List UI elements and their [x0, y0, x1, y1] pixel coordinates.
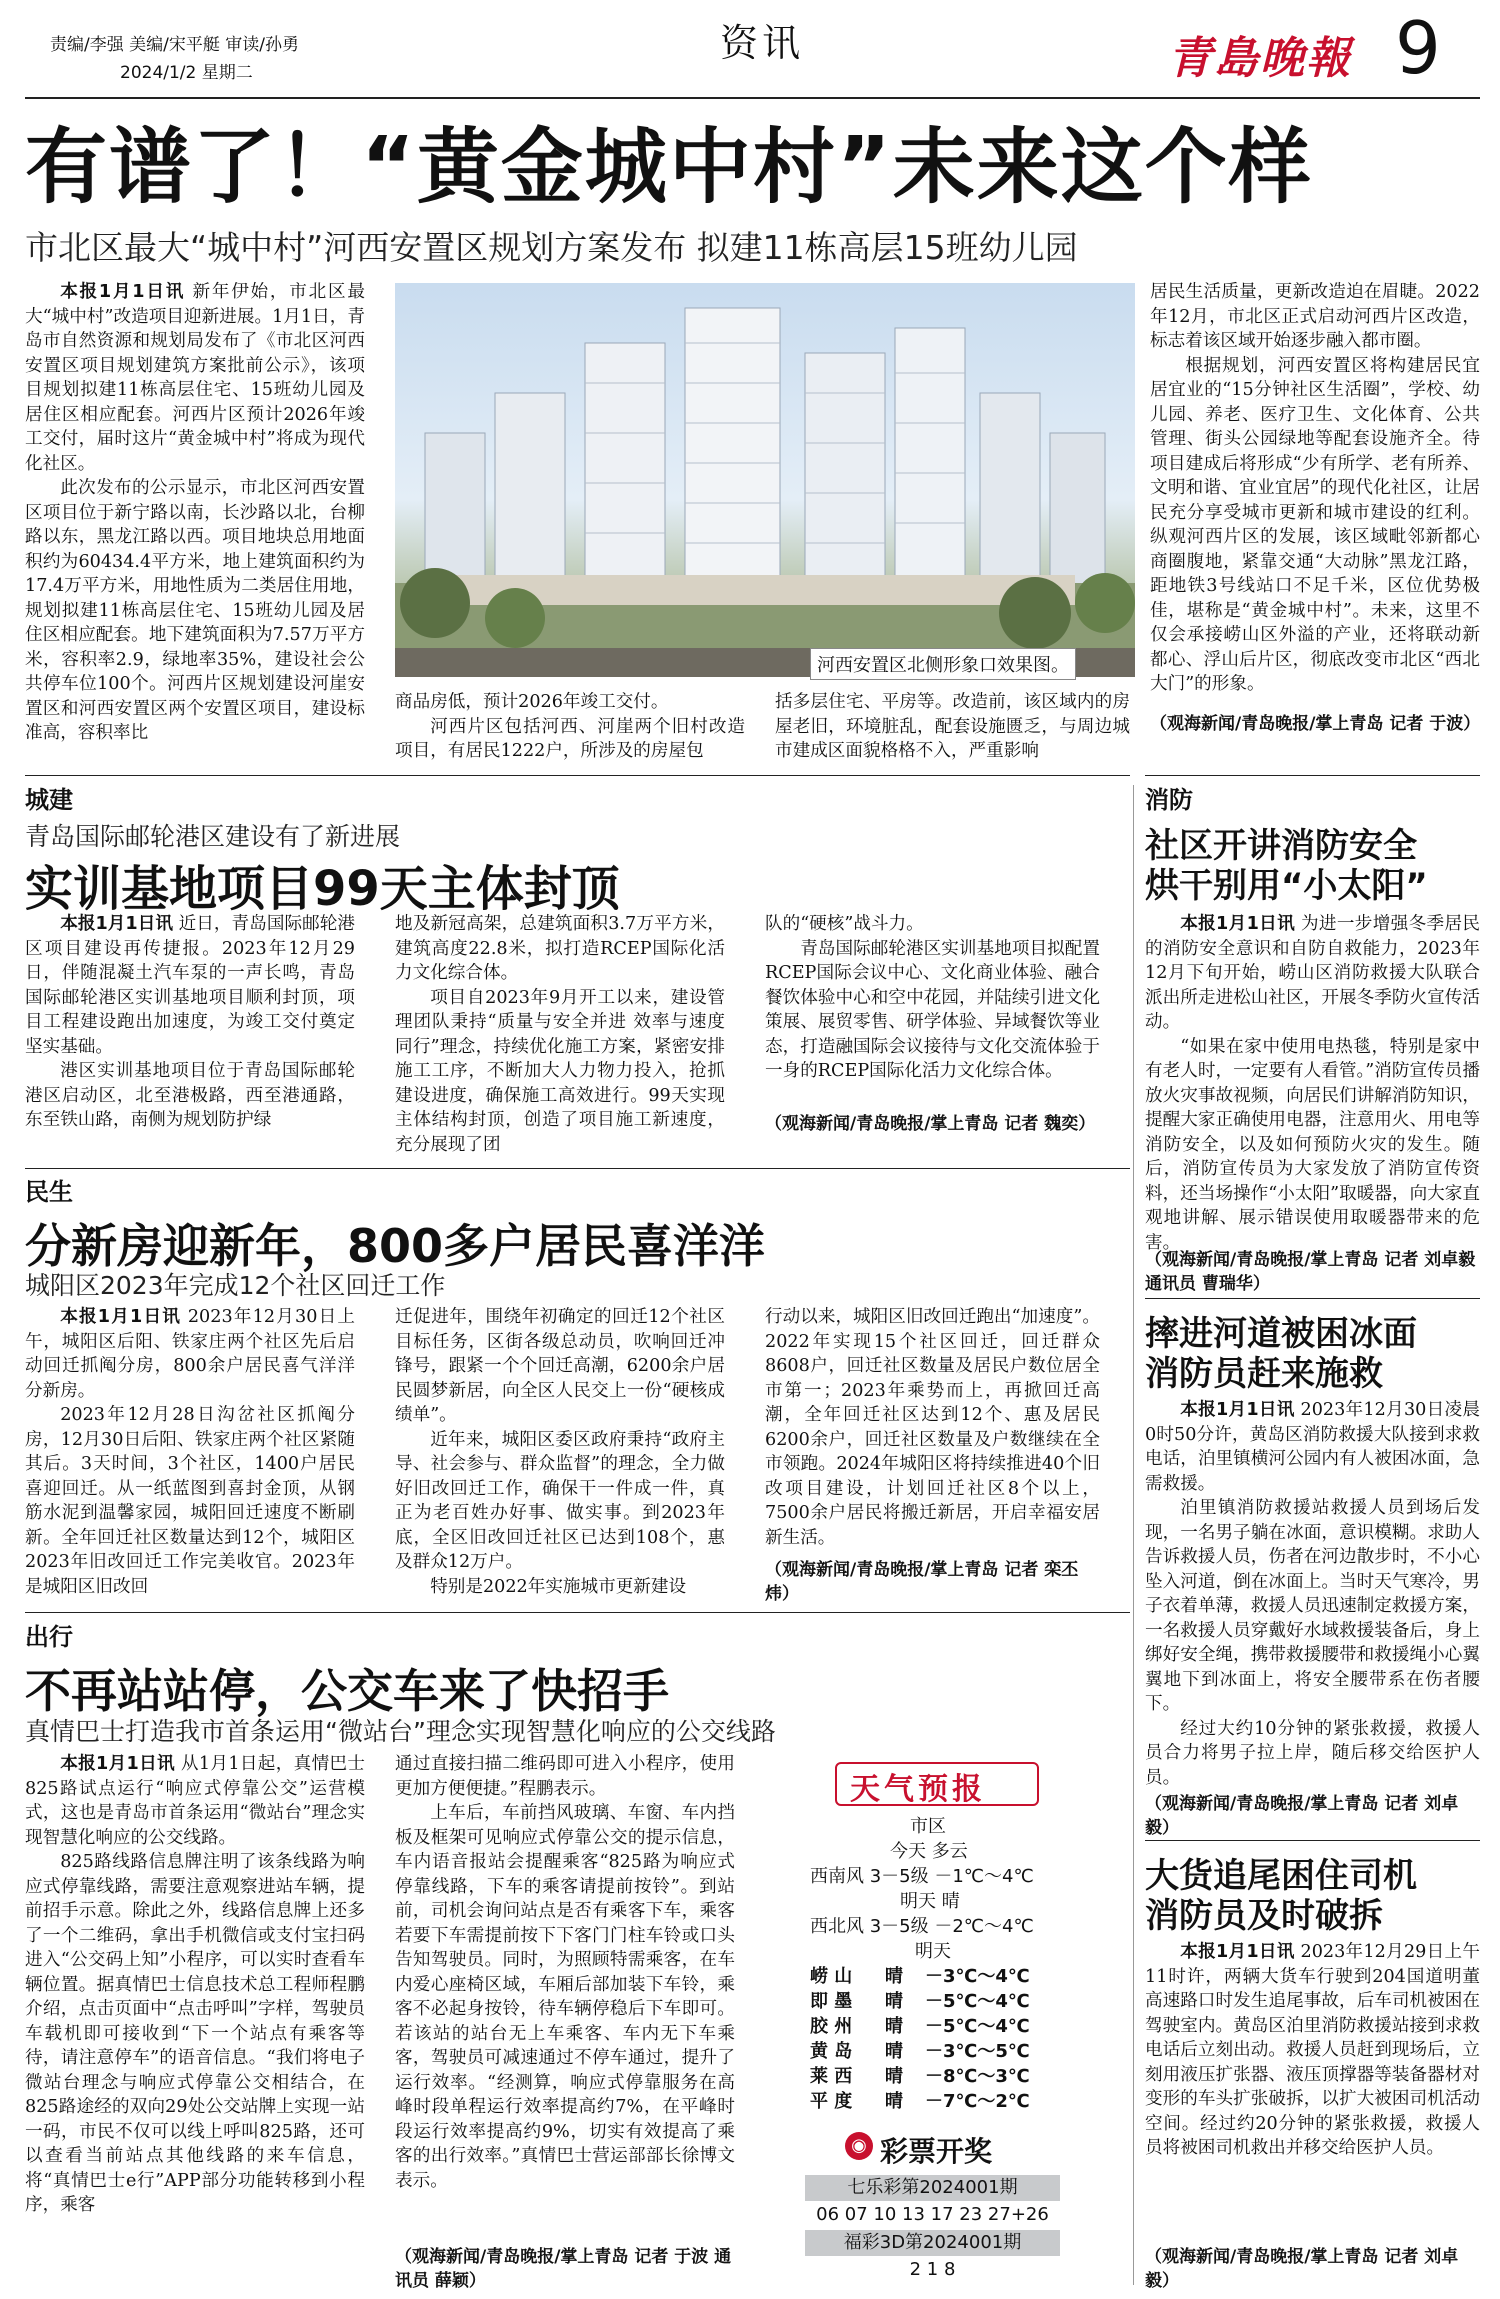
- fire2-byline: （观海新闻/青岛晚报/掌上青岛 记者 刘卓毅）: [1145, 1794, 1459, 1838]
- weather-tomorrow-wind: 西北风 3－5级 －2℃～4℃: [810, 1916, 1034, 1937]
- lead-col1: 本报1月1日讯 新年伊始，市北区最大“城中村”改造项目迎新进展。1月1日，青岛市自然资源和规划局发布了《市北区河西安置区项目规划建筑方案批前公示》，该项目规划拟建11栋高层住宅、15班幼儿园及居住区相应配套。河西片区预计2026年竣工交付，届时这片“黄金城中村”将成为现代化社区。 此次发布的公示显示，市北区河西安置区项目位于新宁路以南，长沙路以北，台柳路以东，黑龙江路以西。项目地块总用地面积约为60434.4平方米，地上建筑面积约为17.4万平方米，用地性质为二类居住用地，规划拟建11栋高层住宅、15班幼儿园及居住区相应配套。地下建筑面积为7.57万平方米，容积率2.9，绿地率35%，建设社会公共停车位100个。河西片区规划建设河崖安置区和河西安置区两个安置区项目，建设标准高，容积率比: [25, 282, 365, 743]
- section-xiaofang: 消防: [1145, 786, 1193, 814]
- city-byline: （观海新闻/青岛晚报/掌上青岛 记者 魏奕）: [765, 1114, 1096, 1134]
- lottery-title: 彩票开奖: [880, 2135, 993, 2168]
- building-rendering-image: [395, 283, 1135, 677]
- col-divider-right: [1133, 785, 1134, 2285]
- weather-city-row: 即 墨 晴 －5℃～4℃: [810, 1991, 1030, 2012]
- fire3-headline-line2: 消防员及时破拆: [1145, 1896, 1383, 1936]
- transit-col1: 本报1月1日讯 从1月1日起，真情巴士825路试点运行“响应式停靠公交”运营模式，这也是青岛市首条运用“微站台”理念实现智慧化响应的公交线路。 825路线路信息牌注明了该条线路为响应式停靠线路，需要注意观察进站车辆，提前招手示意。除此之外，线路信息牌上还多了一个二维码，拿出手机微信或支付宝扫码进入“公交码上知”小程序，可以实时查看车辆位置。据真情巴士信息技术总工程师程鹏介绍，点击页面中“点击呼叫”字样，驾驶员车载机即可接收到“下一个站点有乘客等待，请注意停车”的语音信息。“我们将电子微站台理念与响应式停靠公交相结合，在825路途经的双向29处公交站牌上实现一站一码，市民不仅可以线上呼叫825路，还可以查看当前站点其他线路的来车信息，将“真情巴士e行”APP部分功能转移到小程序，乘客: [25, 1754, 365, 2215]
- city-headline: 实训基地项目99天主体封顶: [25, 861, 620, 917]
- livelihood-col1: 本报1月1日讯 2023年12月30日上午，城阳区后阳、铁家庄两个社区先后启动回迁抓阄分房，800余户居民喜气洋洋分新房。 2023年12月28日沟岔社区抓阄分房，12月30日后阳、铁家庄两个社区紧随其后。3天时间，3个社区，1400户居民喜迎回迁。从一纸蓝图到喜封金顶，从钢筋水泥到温馨家园，城阳回迁速度不断刷新。全年回迁社区数量达到12个，城阳区2023年旧改回迁工作完美收官。2023年是城阳区旧改回: [25, 1307, 355, 1597]
- livelihood-col2: 迁促进年，围绕年初确定的回迁12个社区目标任务，区街各级总动员，吹响回迁冲锋号，跟紧一个个回迁高潮，6200余户居民圆梦新居，向全区人民交上一份“硬核成绩单”。 近年来，城阳区委区政府秉持“政府主导、社会参与、群众监督”的理念，全力做好旧改回迁工作，确保干一件成一件，真正为老百姓办好事、做实事。到2023年底，全区旧改回迁社区已达到108个，惠及群众12万户。 特别是2022年实施城市更新建设: [395, 1307, 725, 1597]
- lead-subhead: 市北区最大“城中村”河西安置区规划方案发布 拟建11栋高层15班幼儿园: [25, 228, 1078, 267]
- livelihood-col3: 行动以来，城阳区旧改回迁跑出“加速度”。2022年实现15个社区回迁，回迁群众8608户，回迁社区数量及居民户数位居全市第一；2023年乘势而上，再掀回迁高潮，全年回迁社区达到12个、惠及居民6200余户，回迁社区数量及户数继续在全市领跑。2024年城阳区将持续推进40个旧改项目建设，计划回迁社区8个以上，7500余户居民将搬迁新居，开启幸福安居新生活。: [765, 1307, 1100, 1548]
- fire2-body: 本报1月1日讯 2023年12月30日凌晨0时50分许，黄岛区消防救援大队接到求救电话，泊里镇横河公园内有人被困冰面，急需救援。 泊里镇消防救援站救援人员到场后发现，一名男子躺在冰面，意识模糊。求助人告诉救援人员，伤者在河边散步时，不小心坠入河道，倒在冰面上。当时天气寒冷，男子衣着单薄，救援人员迅速制定救援方案，一名救援人员穿戴好水域救援装备后，身上绑好安全绳，携带救援腰带和救援绳小心翼翼地下到冰面上，将安全腰带系在伤者腰下。 经过大约10分钟的紧张救援，救援人员合力将男子拉上岸，随后移交给医护人员。: [1145, 1400, 1480, 1788]
- transit-headline: 不再站站停，公交车来了快招手: [25, 1664, 669, 1718]
- divider-2: [25, 1168, 1130, 1169]
- issue-date: 2024/1/2 星期二: [120, 63, 253, 83]
- lead-byline: （观海新闻/青岛晚报/掌上青岛 记者 于波）: [1150, 714, 1481, 734]
- lead-photo: [395, 283, 1135, 677]
- fire2-headline-line1: 摔进河道被困冰面: [1145, 1314, 1417, 1354]
- photo-caption: 河西安置区北侧形象口效果图。: [810, 648, 1076, 680]
- editors-credit: 责编/李强 美编/宋平艇 审读/孙勇: [50, 35, 299, 55]
- lead-col4: 居民生活质量，更新改造迫在眉睫。2022年12月，市北区正式启动河西片区改造，标志着该区域开始逐步融入都市圈。 根据规划，河西安置区将构建居民宜居宜业的“15分钟社区生活圈”，学校、幼儿园、养老、医疗卫生、文化体育、公共管理、街头公园绿地等配套设施齐全。待项目建成后将形成“少有所学、老有所养、文明和谐、宜业宜居”的现代化社区，让居民充分享受城市更新和城市建设的红利。纵观河西片区的发展，该区域毗邻新都心商圈腹地，紧靠交通“大动脉”黑龙江路，距地铁3号线站口不足千米，区位优势极佳，堪称是“黄金城中村”。未来，这里不仅会承接崂山区外溢的产业，还将联动新都心、浮山后片区，彻底改变市北区“西北大门”的形象。: [1150, 282, 1480, 694]
- divider-3: [25, 1612, 1130, 1613]
- section-minsheng: 民生: [25, 1178, 73, 1206]
- livelihood-byline: （观海新闻/青岛晚报/掌上青岛 记者 栾丕炜）: [765, 1560, 1079, 1604]
- weather-title: 天气预报: [850, 1772, 986, 1807]
- section-title: 资讯: [720, 21, 805, 65]
- lead-col3: 括多层住宅、平房等。改造前，该区域内的房屋老旧，环境脏乱，配套设施匮乏，与周边城市建成区面貌格格不入，严重影响: [775, 692, 1130, 761]
- weather-city-list: [810, 1964, 1090, 2114]
- transit-subhead: 真情巴士打造我市首条运用“微站台”理念实现智慧化响应的公交线路: [25, 1717, 776, 1746]
- weather-tomorrow2: 明天: [915, 1941, 951, 1962]
- lottery-qlc-title: 七乐彩第2024001期: [805, 2175, 1060, 2201]
- weather-city-row: 崂 山 晴 －3℃～4℃: [810, 1966, 1030, 1987]
- transit-col2: 通过直接扫描二维码即可进入小程序，使用更加方便便捷。”程鹏表示。 上车后，车前挡风玻璃、车窗、车内挡板及框架可见响应式停靠公交的提示信息，车内语音报站会提醒乘客“825路为响应式停靠线路，下车的乘客请提前按铃”。到站前，司机会询问站点是否有乘客下车，乘客若要下车需提前按下下客门门柱车铃或口头告知驾驶员。同时，为照顾特需乘客，在车内爱心座椅区域，车厢后部加装下车铃，乘客不必起身按铃，待车辆停稳后下车即可。若该站的站台无上车乘客、车内无下车乘客，驾驶员可减速通过不停车通过，提升了运行效率。“经测算，响应式停靠服务在高峰时段单程运行效率提高约7%，在平峰时段运行效率提高约9%，切实有效提高了乘客的出行效率。”真情巴士营运部部长徐博文表示。: [395, 1754, 735, 2191]
- divider-1r: [1145, 775, 1480, 776]
- city-col3: 队的“硬核”战斗力。 青岛国际邮轮港区实训基地项目拟配置RCEP国际会议中心、文化商业体验、融合餐饮体验中心和空中花园，并陆续引进文化策展、展贸零售、研学体验、异域餐饮等业态，打造融国际会议接待与文化交流体验于一身的RCEP国际化活力文化综合体。: [765, 914, 1100, 1081]
- section-chuxing: 出行: [25, 1623, 73, 1651]
- city-col1: 本报1月1日讯 近日，青岛国际邮轮港区项目建设再传捷报。2023年12月29日，伴随混凝土汽车泵的一声长鸣，青岛国际邮轮港区实训基地项目顺利封顶，项目工程建设跑出加速度，为竣工交付奠定坚实基础。 港区实训基地项目位于青岛国际邮轮港区启动区，北至港极路，西至港通路，东至铁山路，南侧为规划防护绿: [25, 914, 355, 1130]
- lottery-icon: ◉: [845, 2132, 873, 2160]
- fire1-byline: （观海新闻/青岛晚报/掌上青岛 记者 刘卓毅 通讯员 曹瑞华）: [1145, 1250, 1476, 1294]
- fire1-headline-line1: 社区开讲消防安全: [1145, 826, 1417, 866]
- lead-headline: 有谱了！“黄金城中村”未来这个样: [25, 120, 1313, 215]
- city-col2: 地及新冠高架，总建筑面积3.7万平方米，建筑高度22.8米，拟打造RCEP国际化活力文化综合体。 项目自2023年9月开工以来，建设管理团队秉持“质量与安全并进 效率与速度同行”理念，持续优化施工方案，紧密安排施工工序，不断加大人力物力投入，抢抓建设进度，确保施工高效进行。99天实现主体结构封顶，创造了项目施工新速度，充分展现了团: [395, 914, 725, 1155]
- weather-city-row: 莱 西 晴 －8℃～3℃: [810, 2066, 1030, 2087]
- page-number: 9: [1395, 6, 1441, 90]
- divider-fire2: [1145, 1298, 1480, 1299]
- weather-today: 今天 多云: [890, 1841, 968, 1862]
- weather-today-wind: 西南风 3－5级 －1℃～4℃: [810, 1866, 1034, 1887]
- transit-byline: （观海新闻/青岛晚报/掌上青岛 记者 于波 通讯员 薛颖）: [395, 2247, 732, 2291]
- fire1-headline-line2: 烘干别用“小太阳”: [1145, 866, 1428, 906]
- fire3-byline: （观海新闻/青岛晚报/掌上青岛 记者 刘卓毅）: [1145, 2247, 1459, 2291]
- fire3-headline-line1: 大货追尾困住司机: [1145, 1856, 1417, 1896]
- livelihood-headline: 分新房迎新年，800多户居民喜洋洋: [25, 1219, 766, 1273]
- weather-tomorrow: 明天 晴: [900, 1891, 960, 1912]
- weather-box: [765, 1762, 1110, 2292]
- divider-fire3: [1145, 1840, 1480, 1841]
- divider-1: [25, 775, 1130, 776]
- weather-region: 市区: [910, 1816, 946, 1837]
- livelihood-subhead: 城阳区2023年完成12个社区回迁工作: [25, 1271, 446, 1300]
- masthead-rule: [25, 97, 1480, 99]
- paper-logo: 青島晚報: [1168, 33, 1352, 84]
- weather-city-row: 平 度 晴 －7℃～2℃: [810, 2091, 1030, 2112]
- lottery-qlc-numbers: 06 07 10 13 17 23 27+26: [816, 2204, 1049, 2225]
- lottery-fc3d-title: 福彩3D第2024001期: [805, 2230, 1060, 2256]
- lottery-fc3d-numbers: 2 1 8: [909, 2259, 956, 2280]
- section-chengjian: 城建: [25, 786, 73, 814]
- lead-col2: 商品房低，预计2026年竣工交付。 河西片区包括河西、河崖两个旧村改造项目，有居民1222户，所涉及的房屋包: [395, 692, 745, 761]
- fire3-body: 本报1月1日讯 2023年12月29日上午11时许，两辆大货车行驶到204国道明董高速路口时发生追尾事故，后车司机被困在驾驶室内。黄岛区泊里消防救援站接到求救电话后立刻出动。救援人员赶到现场后，立刻用液压扩张器、液压顶撑器等装备器材对变形的车头扩张破拆，以扩大被困司机活动空间。经过约20分钟的紧张救援，救援人员将被困司机救出并移交给医护人员。: [1145, 1942, 1480, 2158]
- fire1-body: 本报1月1日讯 为进一步增强冬季居民的消防安全意识和自防自救能力，2023年12月下旬开始，崂山区消防救援大队联合派出所走进松山社区，开展冬季防火宣传活动。 “如果在家中使用电热毯，特别是家中有老人时，一定要有人看管。”消防宣传员播放火灾事故视频，向居民们讲解消防知识，提醒大家正确使用电器，注意用火、用电等消防安全，以及如何预防火灾的发生。随后，消防宣传员为大家发放了消防宣传资料，还当场操作“小太阳”取暖器，向大家直观地讲解、展示错误使用取暖器带来的危害。: [1145, 914, 1480, 1252]
- fire2-headline-line2: 消防员赶来施救: [1145, 1354, 1383, 1394]
- city-kicker: 青岛国际邮轮港区建设有了新进展: [25, 822, 401, 851]
- weather-city-row: 黄 岛 晴 －3℃～5℃: [810, 2041, 1030, 2062]
- weather-city-row: 胶 州 晴 －5℃～4℃: [810, 2016, 1030, 2037]
